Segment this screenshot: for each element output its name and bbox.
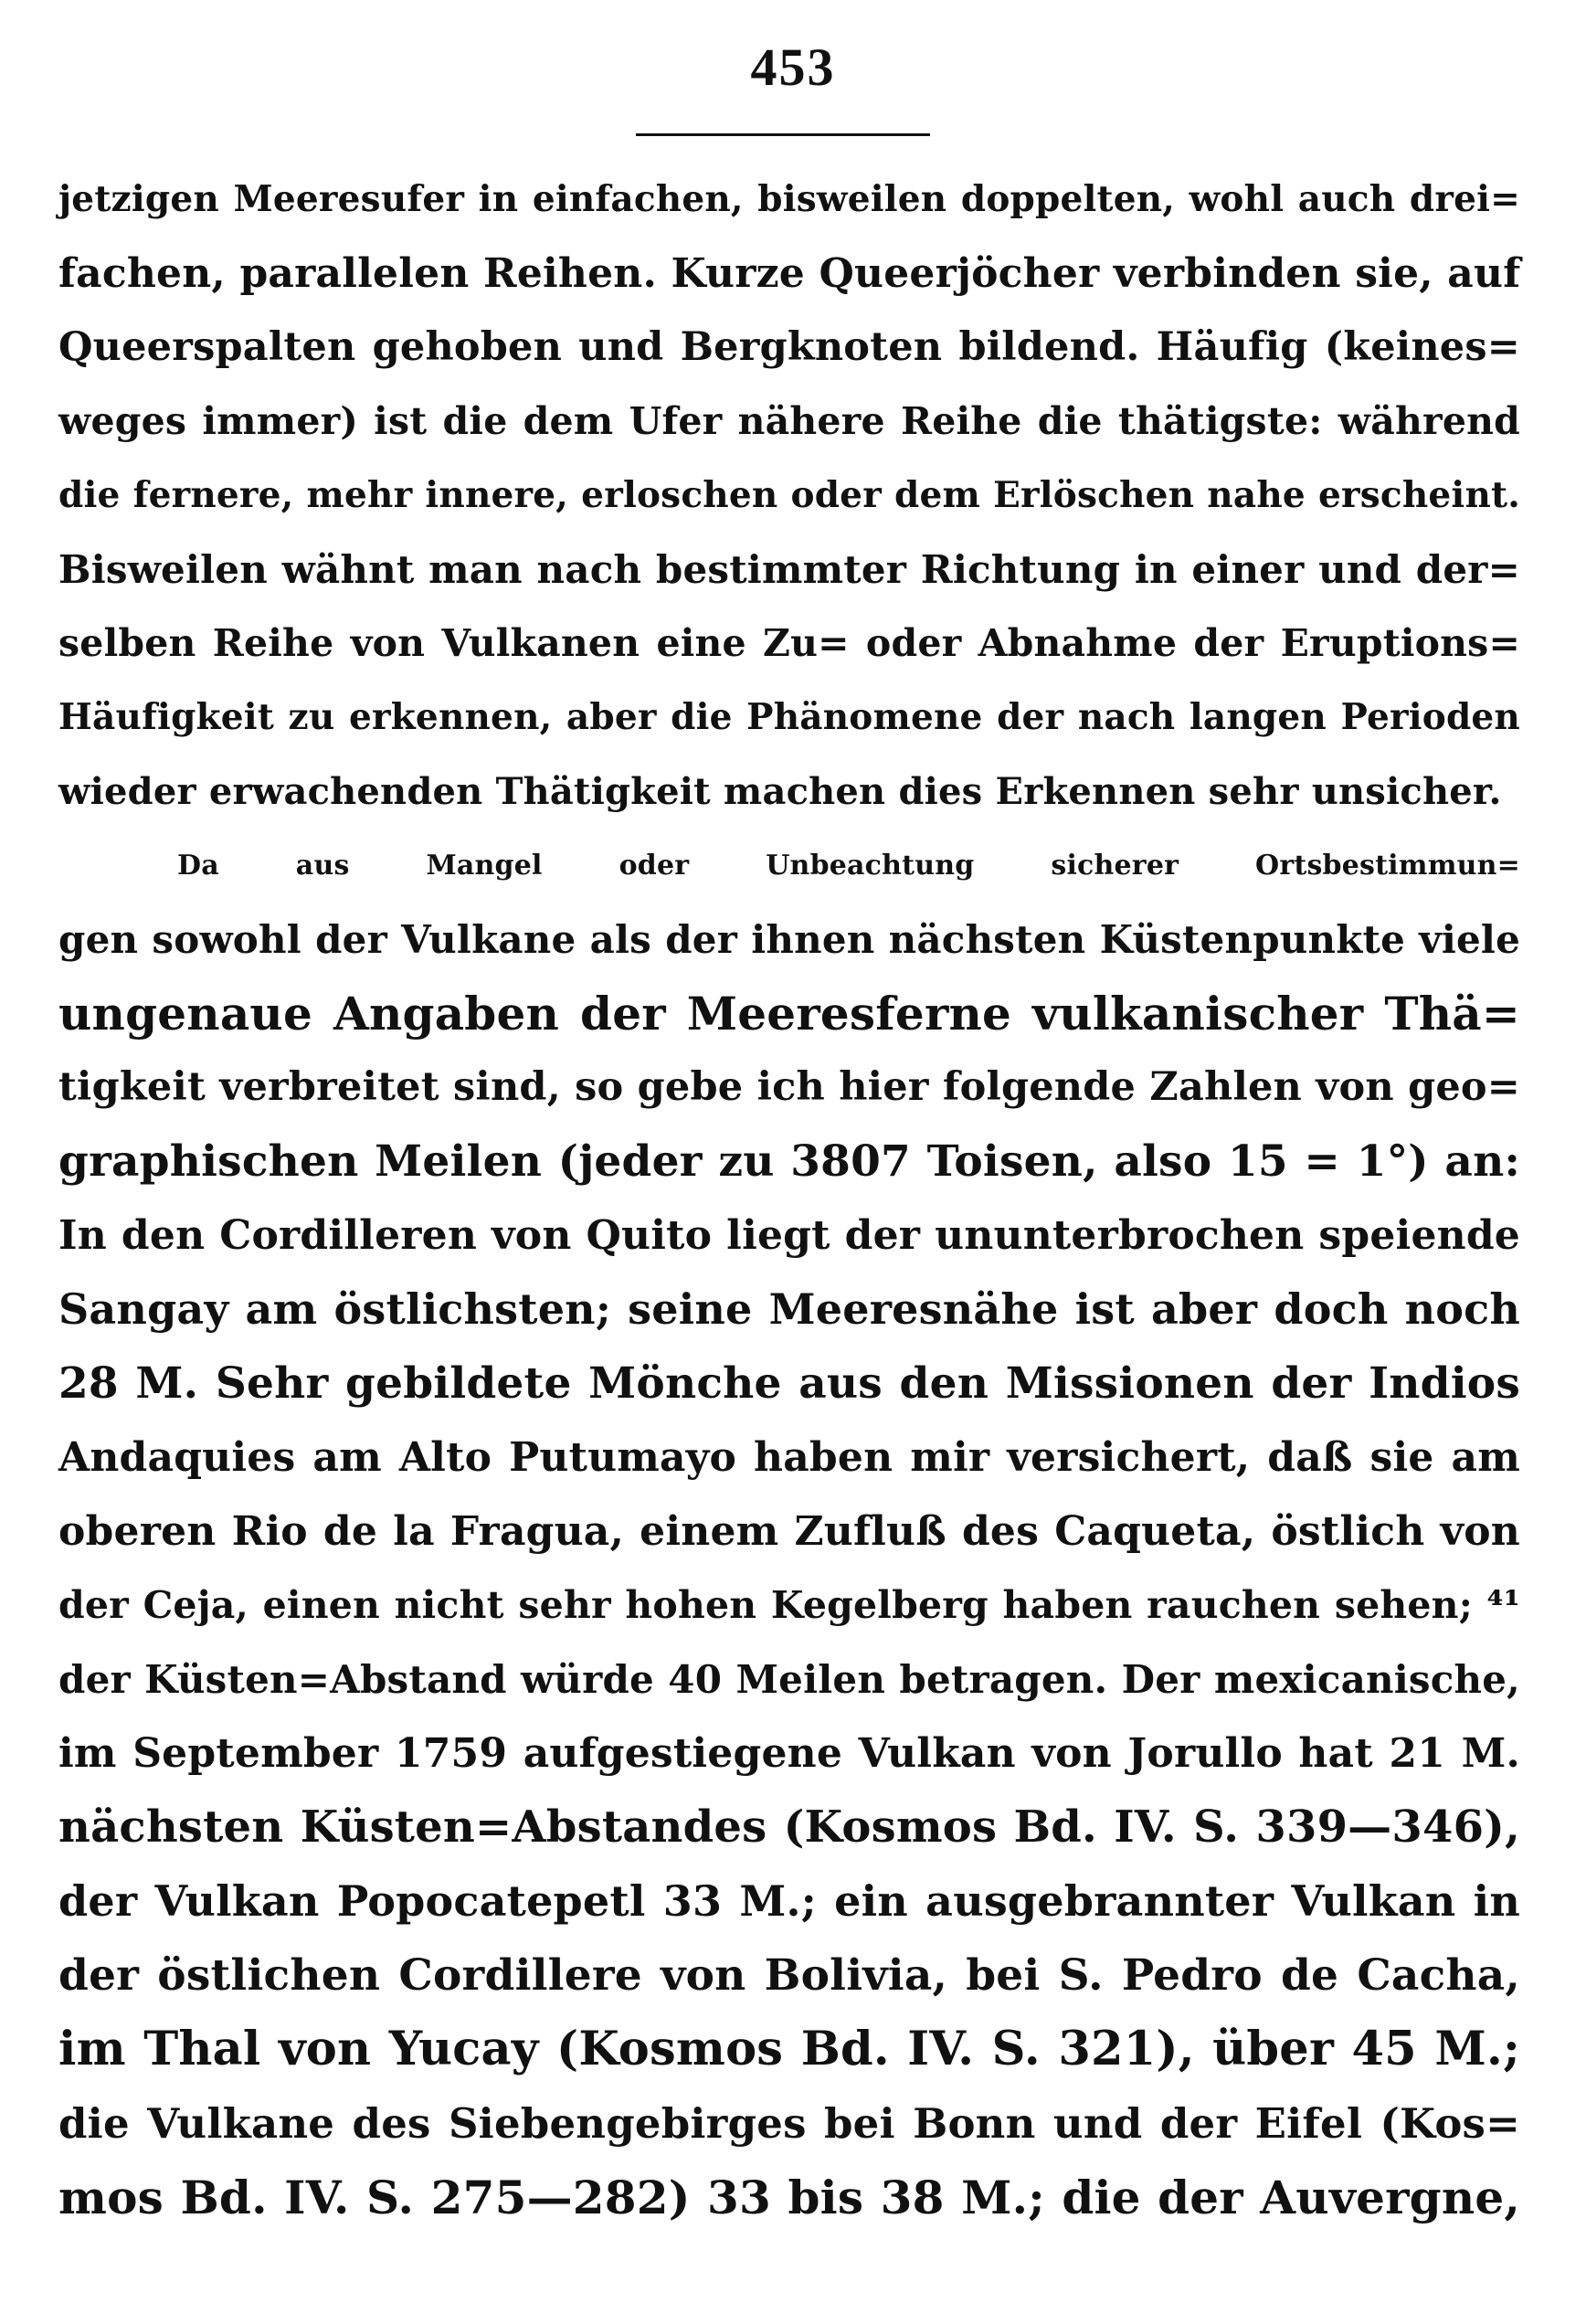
text-line: der Ceja, einen nicht sehr hohen Kegelberg haben rauchen sehen; ⁴¹ xyxy=(58,1583,1520,1627)
text-line: jetzigen Meeresufer in einfachen, bisweilen doppelten, wohl auch drei= xyxy=(58,178,1520,220)
text-line: im September 1759 aufgestiegene Vulkan von Jorullo hat 21 M. xyxy=(58,1730,1520,1777)
text-line: nächsten Küsten=Abstandes (Kosmos Bd. IV. S. 339—346), xyxy=(58,1801,1520,1853)
text-line: der Küsten=Abstand würde 40 Meilen betragen. Der mexicanische, xyxy=(58,1657,1520,1702)
text-line: Häufigkeit zu erkennen, aber die Phänomene der nach langen Perioden xyxy=(58,696,1520,738)
text-line: wieder erwachenden Thätigkeit machen dies Erkennen sehr unsicher. xyxy=(58,770,1502,813)
text-line: die fernere, mehr innere, erloschen oder dem Erlöschen nahe erscheint. xyxy=(58,474,1520,516)
text-line: Sangay am östlichsten; seine Meeresnähe ist aber doch noch xyxy=(58,1284,1520,1334)
header-rule xyxy=(636,133,930,136)
text-line: die Vulkane des Siebengebirges bei Bonn und der Eifel (Kos= xyxy=(58,2099,1520,2148)
body-text xyxy=(58,163,1520,2234)
text-line: graphischen Meilen (jeder zu 3807 Toisen, also 15 = 1°) an: xyxy=(58,1136,1520,1187)
text-line: Da aus Mangel oder Unbeachtung sicherer Ortsbestimmun= xyxy=(177,850,1520,882)
page-number: 453 xyxy=(750,37,836,97)
text-line: der Vulkan Popocatepetl 33 M.; ein ausgebrannter Vulkan in xyxy=(58,1876,1520,1926)
text-line: Bisweilen wähnt man nach bestimmter Richtung in einer und der= xyxy=(58,547,1520,592)
text-line: ungenaue Angaben der Meeresferne vulkanischer Thä= xyxy=(58,987,1520,1041)
text-line: In den Cordilleren von Quito liegt der ununterbrochen speiende xyxy=(58,1212,1520,1259)
text-line: mos Bd. IV. S. 275—282) 33 bis 38 M.; die der Auvergne, xyxy=(58,2171,1520,2224)
text-line: der östlichen Cordillere von Bolivia, bei S. Pedro de Cacha, xyxy=(58,1950,1520,2001)
text-line: weges immer) ist die dem Ufer nähere Reihe die thätigste: während xyxy=(58,399,1520,443)
text-line: gen sowohl der Vulkane als der ihnen nächsten Küstenpunkte viele xyxy=(58,917,1520,962)
text-line: 28 M. Sehr gebildete Mönche aus den Missionen der Indios xyxy=(58,1358,1520,1409)
text-line: Andaquies am Alto Putumayo haben mir versichert, daß sie am xyxy=(58,1434,1520,1481)
text-line: fachen, parallelen Reihen. Kurze Queerjöcher verbinden sie, auf xyxy=(58,250,1521,297)
text-line: Queerspalten gehoben und Bergknoten bildend. Häufig (keines= xyxy=(58,324,1520,370)
text-line: selben Reihe von Vulkanen eine Zu= oder Abnahme der Eruptions= xyxy=(58,621,1520,665)
text-line: im Thal von Yucay (Kosmos Bd. IV. S. 321), über 45 M.; xyxy=(58,2022,1520,2076)
text-line: oberen Rio de la Fragua, einem Zufluß des Caqueta, östlich von xyxy=(58,1508,1520,1555)
text-line: tigkeit verbreitet sind, so gebe ich hier folgende Zahlen von geo= xyxy=(58,1064,1520,1110)
